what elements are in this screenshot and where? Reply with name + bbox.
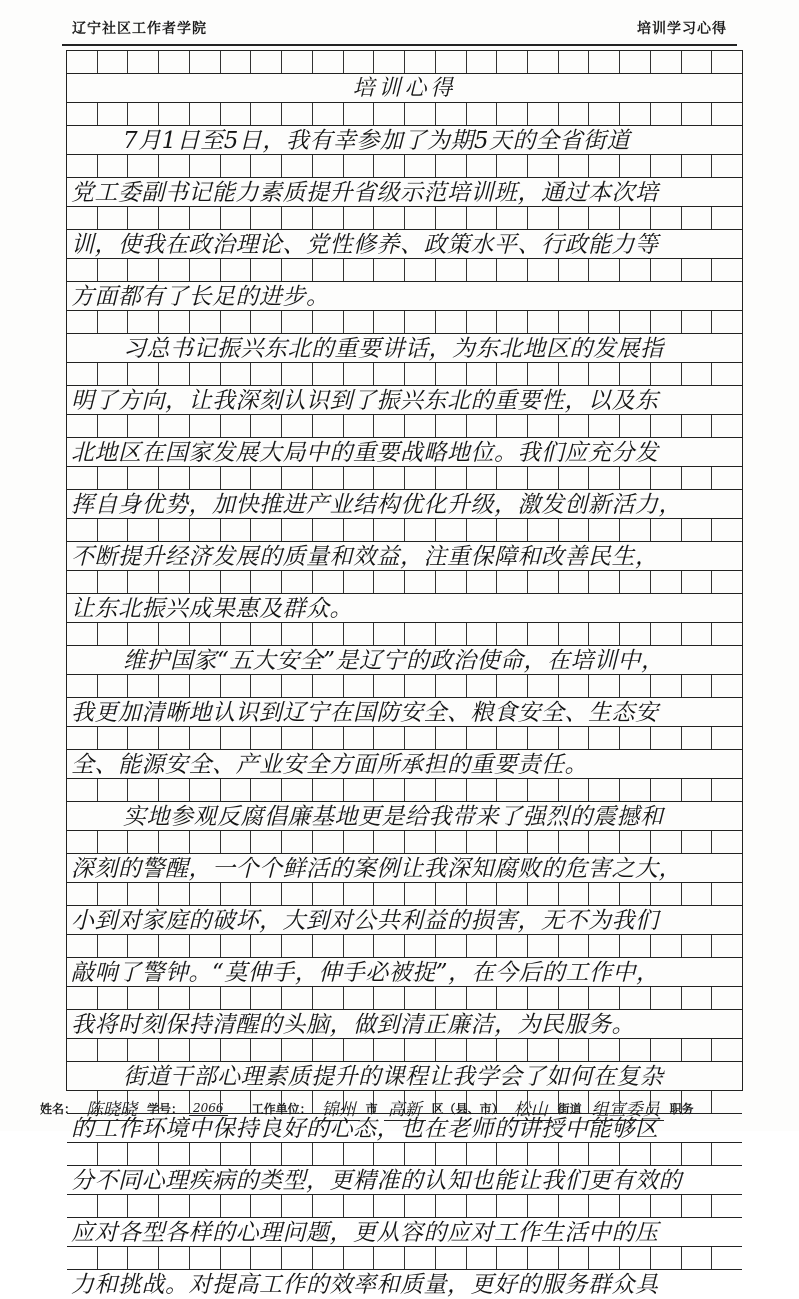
writing-row xyxy=(67,414,742,466)
district-value: 高新 xyxy=(384,1095,426,1121)
header-divider xyxy=(62,44,737,46)
writing-row xyxy=(67,258,742,310)
writing-row xyxy=(67,102,742,154)
essay-title: 培训心得 xyxy=(352,75,457,101)
city-value: 锦州 xyxy=(318,1095,360,1121)
essay-line: 深刻的警醒，一个个鲜活的案例让我深知腐败的危害之大， xyxy=(71,855,682,882)
student-id-value: 2066 xyxy=(189,1101,228,1116)
essay-line: 敲响了警钟。“莫伸手，伸手必被捉”，在今后的工作中， xyxy=(71,959,660,986)
writing-row xyxy=(67,778,742,830)
essay-line: 党工委副书记能力素质提升省级示范培训班，通过本次培 xyxy=(71,179,659,206)
essay-line: 不断提升经济发展的质量和效益，注重保障和改善民生， xyxy=(71,543,659,570)
writing-row xyxy=(67,674,742,726)
position-value: 组宣委员 xyxy=(588,1095,664,1121)
workplace-label: 工作单位： xyxy=(251,1101,312,1116)
name-label: 姓名： xyxy=(40,1101,77,1116)
essay-line: 方面都有了长足的进步。 xyxy=(71,283,330,310)
writing-row xyxy=(67,310,742,362)
essay-line: 训，使我在政治理论、党性修养、政策水平、行政能力等 xyxy=(71,231,659,258)
essay-line: 实地参观反腐倡廉基地更是给我带来了强烈的震撼和 xyxy=(123,803,664,830)
essay-line: 让东北振兴成果惠及群众。 xyxy=(71,595,353,622)
essay-line: 我更加清晰地认识到辽宁在国防安全、粮食安全、生态安 xyxy=(71,699,659,726)
writing-row xyxy=(67,830,742,882)
street-label: 街道 xyxy=(557,1101,582,1116)
essay-line: 维护国家“五大安全”是辽宁的政治使命，在培训中， xyxy=(123,647,665,674)
position-label: 职务 xyxy=(669,1101,694,1116)
writing-row xyxy=(67,154,742,206)
essay-line: 力和挑战。对提高工作的效率和质量，更好的服务群众具 xyxy=(71,1271,659,1298)
essay-line: 的工作环境中保持良好的心态，也在老师的讲授中能够区 xyxy=(71,1115,659,1142)
essay-line: 挥自身优势，加快推进产业结构优化升级，激发创新活力， xyxy=(71,491,682,518)
student-id-label: 学号： xyxy=(147,1101,184,1116)
essay-line: 小到对家庭的破坏，大到对公共利益的损害，无不为我们 xyxy=(71,907,659,934)
essay-line: 街道干部心理素质提升的课程让我学会了如何在复杂 xyxy=(123,1063,664,1090)
essay-line: 全、能源安全、产业安全方面所承担的重要责任。 xyxy=(71,751,588,778)
name-value: 陈晓晓 xyxy=(82,1095,141,1121)
writing-row xyxy=(67,1142,742,1194)
street-value: 松山 xyxy=(510,1095,552,1121)
institution-name: 辽宁社区工作者学院 xyxy=(72,21,207,37)
essay-line: 明了方向，让我深刻认识到了振兴东北的重要性，以及东 xyxy=(71,387,659,414)
district-label: 区（县、市） xyxy=(431,1101,504,1116)
writing-row xyxy=(67,1194,742,1246)
writing-row xyxy=(67,726,742,778)
essay-line: 北地区在国家发展大局中的重要战略地位。我们应充分发 xyxy=(71,439,659,466)
essay-line: 习总书记振兴东北的重要讲话，为东北地区的发展指 xyxy=(123,335,664,362)
writing-row xyxy=(67,466,742,518)
writing-row xyxy=(67,882,742,934)
signature-footer xyxy=(40,1093,759,1123)
essay-line: 应对各型各样的心理问题，更从容的应对工作生活中的压 xyxy=(71,1219,659,1246)
writing-row xyxy=(67,1038,742,1090)
writing-row xyxy=(67,986,742,1038)
city-label: 市 xyxy=(365,1101,378,1116)
document-type: 培训学习心得 xyxy=(637,21,727,37)
writing-row xyxy=(67,518,742,570)
writing-row xyxy=(67,362,742,414)
essay-line: 分不同心理疾病的类型，更精准的认知也能让我们更有效的 xyxy=(71,1167,682,1194)
writing-row xyxy=(67,934,742,986)
writing-row xyxy=(67,622,742,674)
writing-row xyxy=(67,570,742,622)
essay-line: 我将时刻保持清醒的头脑，做到清正廉洁，为民服务。 xyxy=(71,1011,635,1038)
title-row xyxy=(67,50,742,102)
essay-line: 7月1日至5日，我有幸参加了为期5天的全省街道 xyxy=(123,127,631,154)
writing-row xyxy=(67,1246,742,1298)
writing-row xyxy=(67,206,742,258)
